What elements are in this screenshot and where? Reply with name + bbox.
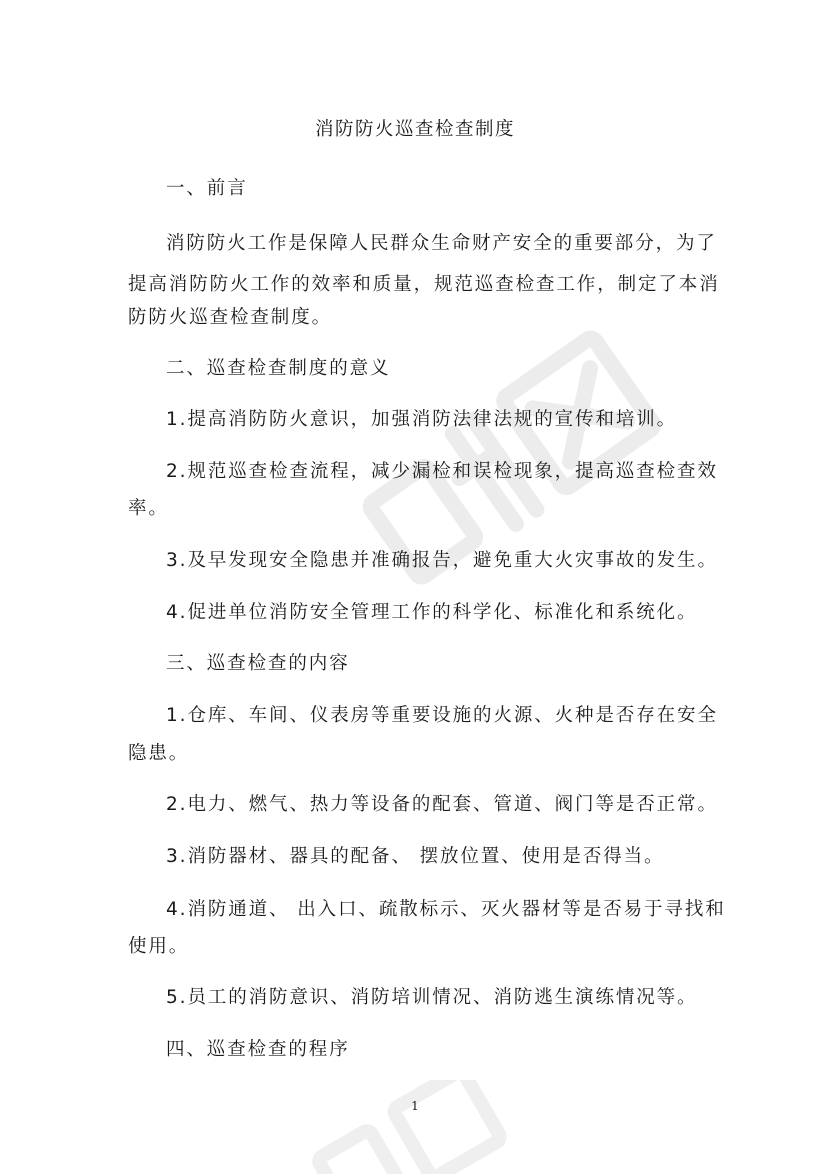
- list-item: 5.员工的消防意识、消防培训情况、消防逃生演练情况等。: [166, 987, 698, 1008]
- list-item: 3.消防器材、器具的配备、 摆放位置、使用是否得当。: [166, 846, 665, 867]
- document-title: 消防防火巡查检查制度: [314, 119, 515, 140]
- list-item: 1.提高消防防火意识，加强消防法律法规的宣传和培训。: [166, 409, 678, 430]
- list-item-continuation: 隐患。: [128, 743, 190, 764]
- list-item-continuation: 率。: [128, 498, 169, 519]
- list-item: 2.规范巡查检查流程，减少漏检和误检现象，提高巡查检查效: [166, 461, 718, 482]
- page-number: 1: [411, 1099, 419, 1113]
- list-item: 2.电力、燃气、热力等设备的配套、管道、阀门等是否正常。: [166, 794, 718, 815]
- section-heading-content: 三、巡查检查的内容: [166, 653, 350, 674]
- watermark-logo-bottom: [300, 1080, 520, 1174]
- list-item: 1.仓库、车间、仪表房等重要设施的火源、火种是否存在安全: [166, 705, 718, 726]
- paragraph-line: 提高消防防火工作的效率和质量，规范巡查检查工作，制定了本消: [128, 274, 720, 295]
- section-heading-preface: 一、前言: [166, 178, 248, 199]
- section-heading-significance: 二、巡查检查制度的意义: [166, 358, 391, 379]
- list-item: 3.及早发现安全隐患并准确报告，避免重大火灾事故的发生。: [166, 550, 718, 571]
- list-item: 4.促进单位消防安全管理工作的科学化、标准化和系统化。: [166, 602, 698, 623]
- list-item: 4.消防通道、 出入口、疏散标示、灭火器材等是否易于寻找和: [166, 899, 726, 920]
- paragraph-line: 消防防火工作是保障人民群众生命财产安全的重要部分，为了: [166, 233, 717, 254]
- section-heading-procedure: 四、巡查检查的程序: [166, 1039, 350, 1060]
- list-item-continuation: 使用。: [128, 936, 190, 957]
- paragraph-line: 防防火巡查检查制度。: [128, 307, 333, 328]
